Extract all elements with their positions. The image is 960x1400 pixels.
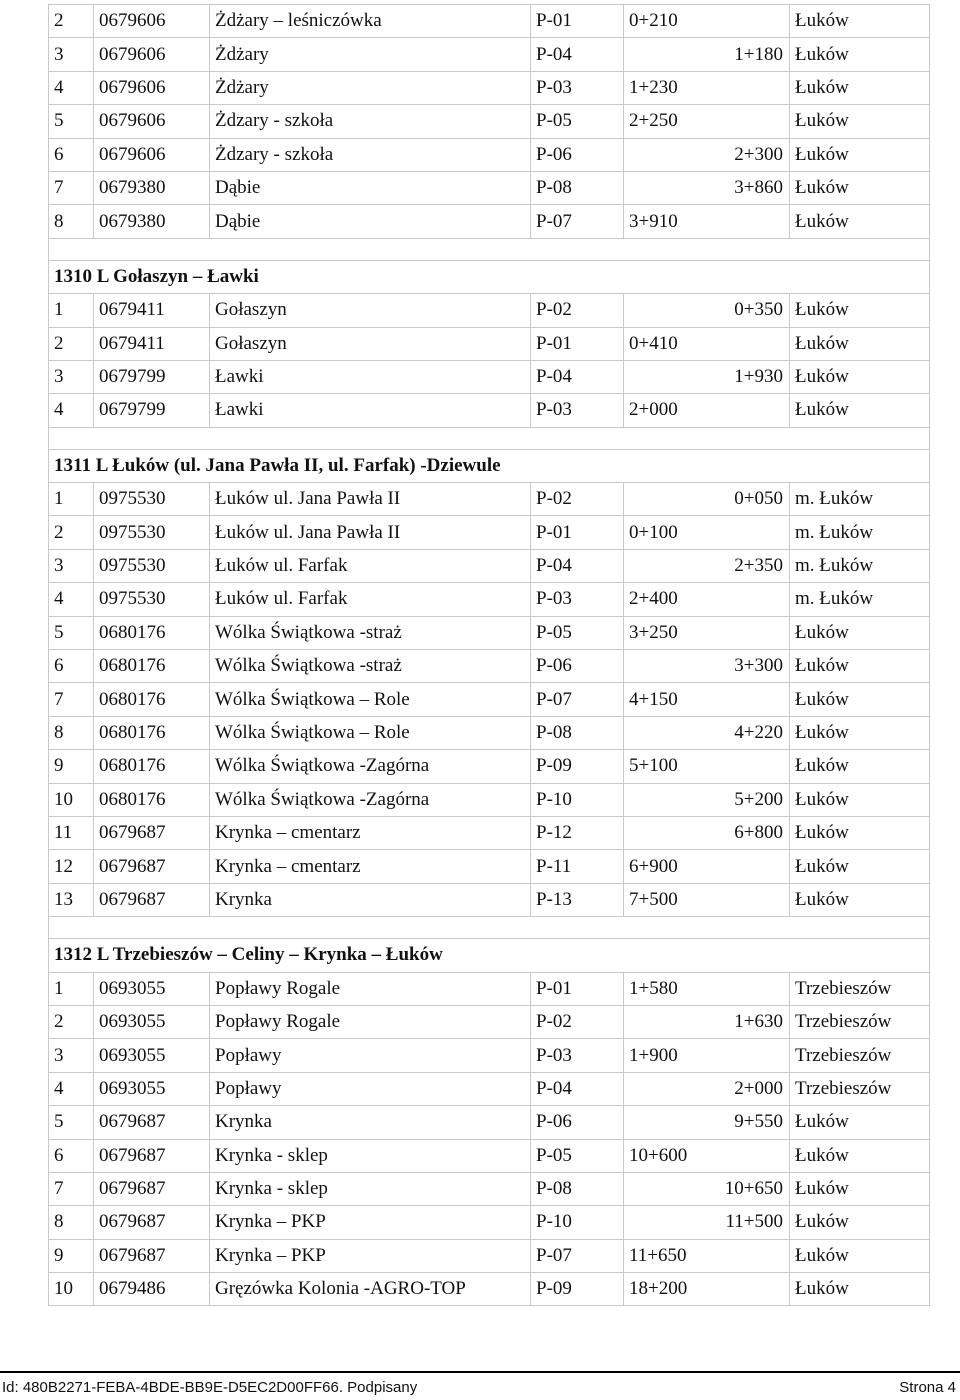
stop-name: Wólka Świątkowa -straż — [210, 650, 531, 683]
section-spacer-cell — [49, 238, 930, 260]
stop-id: P-01 — [531, 5, 624, 38]
stop-km: 1+630 — [624, 1005, 790, 1038]
stop-number: 5 — [49, 105, 94, 138]
stop-municipality: Łuków — [790, 294, 930, 327]
table-row — [49, 750, 930, 783]
stop-municipality: Łuków — [790, 205, 930, 238]
stop-number: 9 — [49, 750, 94, 783]
stop-code: 0680176 — [94, 683, 210, 716]
stop-code: 0679380 — [94, 171, 210, 204]
stop-municipality: Łuków — [790, 850, 930, 883]
stop-municipality: Łuków — [790, 1273, 930, 1306]
table-row — [49, 883, 930, 916]
stop-code: 0679687 — [94, 1139, 210, 1172]
stop-id: P-13 — [531, 883, 624, 916]
stop-km: 0+410 — [624, 327, 790, 360]
table-row — [49, 394, 930, 427]
stop-number: 7 — [49, 683, 94, 716]
stop-name: Krynka – PKP — [210, 1239, 531, 1272]
stop-name: Krynka — [210, 883, 531, 916]
stops-table — [48, 4, 930, 1306]
stop-code: 0680176 — [94, 783, 210, 816]
stop-number: 13 — [49, 883, 94, 916]
section-spacer — [49, 917, 930, 939]
stop-name: Krynka – cmentarz — [210, 816, 531, 849]
stop-name: Popławy — [210, 1039, 531, 1072]
stop-name: Gołaszyn — [210, 327, 531, 360]
stop-id: P-02 — [531, 294, 624, 327]
stop-code: 0679606 — [94, 5, 210, 38]
stop-code: 0679799 — [94, 360, 210, 393]
stop-number: 2 — [49, 5, 94, 38]
stop-name: Żdżary — [210, 71, 531, 104]
stop-km: 2+250 — [624, 105, 790, 138]
stop-km: 2+400 — [624, 583, 790, 616]
stop-id: P-08 — [531, 716, 624, 749]
stop-code: 0679687 — [94, 816, 210, 849]
stop-number: 6 — [49, 1139, 94, 1172]
section-header — [49, 939, 930, 972]
table-row — [49, 1039, 930, 1072]
stop-km: 1+230 — [624, 71, 790, 104]
stop-name: Dąbie — [210, 205, 531, 238]
stop-code: 0693055 — [94, 1072, 210, 1105]
stop-km: 4+150 — [624, 683, 790, 716]
stop-km: 2+350 — [624, 549, 790, 582]
stop-code: 0975530 — [94, 583, 210, 616]
stop-number: 5 — [49, 616, 94, 649]
page-footer — [0, 1371, 960, 1400]
stop-municipality: Trzebieszów — [790, 1039, 930, 1072]
stop-number: 8 — [49, 716, 94, 749]
stops-table-page — [48, 4, 929, 1306]
stop-code: 0693055 — [94, 972, 210, 1005]
page-number: Strona 4 — [899, 1379, 956, 1396]
stop-name: Ławki — [210, 394, 531, 427]
stop-name: Żdżary — [210, 38, 531, 71]
stop-name: Dąbie — [210, 171, 531, 204]
stop-municipality: Łuków — [790, 1206, 930, 1239]
stop-km: 3+910 — [624, 205, 790, 238]
stop-number: 7 — [49, 1172, 94, 1205]
stop-name: Łuków ul. Jana Pawła II — [210, 516, 531, 549]
table-row — [49, 972, 930, 1005]
stop-code: 0679687 — [94, 1106, 210, 1139]
table-row — [49, 483, 930, 516]
stop-municipality: Łuków — [790, 1172, 930, 1205]
stop-code: 0693055 — [94, 1005, 210, 1038]
document-id: Id: 480B2271-FEBA-4BDE-BB9E-D5EC2D00FF66. Podpisany — [2, 1379, 418, 1396]
stop-number: 6 — [49, 650, 94, 683]
stop-municipality: Łuków — [790, 71, 930, 104]
stop-municipality: Łuków — [790, 716, 930, 749]
stop-name: Wólka Świątkowa -Zagórna — [210, 750, 531, 783]
table-row — [49, 1005, 930, 1038]
stop-municipality: Łuków — [790, 816, 930, 849]
section-title: 1311 L Łuków (ul. Jana Pawła II, ul. Farfak) -Dziewule — [49, 449, 930, 482]
stop-number: 11 — [49, 816, 94, 849]
stop-name: Wólka Świątkowa -Zagórna — [210, 783, 531, 816]
section-title: 1312 L Trzebieszów – Celiny – Krynka – Łuków — [49, 939, 930, 972]
stop-number: 4 — [49, 1072, 94, 1105]
table-row — [49, 1239, 930, 1272]
stop-code: 0679687 — [94, 883, 210, 916]
stop-municipality: Łuków — [790, 883, 930, 916]
table-row — [49, 583, 930, 616]
table-row — [49, 138, 930, 171]
stop-number: 10 — [49, 1273, 94, 1306]
section-spacer-cell — [49, 427, 930, 449]
section-title: 1310 L Gołaszyn – Ławki — [49, 260, 930, 293]
stop-id: P-05 — [531, 1139, 624, 1172]
table-row — [49, 816, 930, 849]
stop-number: 12 — [49, 850, 94, 883]
stop-name: Krynka - sklep — [210, 1172, 531, 1205]
stop-number: 5 — [49, 1106, 94, 1139]
stop-number: 6 — [49, 138, 94, 171]
stop-code: 0679411 — [94, 327, 210, 360]
stop-id: P-04 — [531, 1072, 624, 1105]
stop-number: 2 — [49, 327, 94, 360]
stop-municipality: Łuków — [790, 683, 930, 716]
stop-code: 0693055 — [94, 1039, 210, 1072]
stop-code: 0679606 — [94, 38, 210, 71]
stop-id: P-01 — [531, 972, 624, 1005]
stops-table-body — [49, 5, 930, 1306]
stop-km: 10+600 — [624, 1139, 790, 1172]
section-header — [49, 260, 930, 293]
stop-km: 3+250 — [624, 616, 790, 649]
stop-id: P-08 — [531, 171, 624, 204]
table-row — [49, 616, 930, 649]
stop-code: 0679380 — [94, 205, 210, 238]
stop-municipality: Łuków — [790, 5, 930, 38]
stop-municipality: Trzebieszów — [790, 1005, 930, 1038]
table-row — [49, 549, 930, 582]
stop-name: Wólka Świątkowa – Role — [210, 683, 531, 716]
stop-km: 2+000 — [624, 394, 790, 427]
stop-id: P-06 — [531, 1106, 624, 1139]
stop-id: P-01 — [531, 327, 624, 360]
stop-km: 6+800 — [624, 816, 790, 849]
table-row — [49, 516, 930, 549]
stop-name: Łuków ul. Farfak — [210, 583, 531, 616]
table-row — [49, 5, 930, 38]
stop-municipality: Łuków — [790, 360, 930, 393]
stop-km: 1+180 — [624, 38, 790, 71]
stop-km: 11+650 — [624, 1239, 790, 1272]
table-row — [49, 205, 930, 238]
section-spacer — [49, 238, 930, 260]
stop-code: 0975530 — [94, 516, 210, 549]
stop-km: 7+500 — [624, 883, 790, 916]
stop-municipality: Łuków — [790, 327, 930, 360]
table-row — [49, 716, 930, 749]
stop-id: P-04 — [531, 549, 624, 582]
stop-km: 2+300 — [624, 138, 790, 171]
stop-municipality: Łuków — [790, 171, 930, 204]
stop-code: 0679606 — [94, 71, 210, 104]
stop-municipality: m. Łuków — [790, 549, 930, 582]
stop-number: 3 — [49, 1039, 94, 1072]
stop-name: Krynka — [210, 1106, 531, 1139]
stop-id: P-03 — [531, 1039, 624, 1072]
stop-number: 9 — [49, 1239, 94, 1272]
stop-id: P-02 — [531, 483, 624, 516]
stop-number: 2 — [49, 1005, 94, 1038]
stop-km: 11+500 — [624, 1206, 790, 1239]
stop-km: 1+580 — [624, 972, 790, 1005]
table-row — [49, 783, 930, 816]
stop-km: 3+300 — [624, 650, 790, 683]
stop-id: P-03 — [531, 583, 624, 616]
stop-code: 0679687 — [94, 1206, 210, 1239]
stop-code: 0679687 — [94, 1239, 210, 1272]
stop-km: 10+650 — [624, 1172, 790, 1205]
stop-km: 0+350 — [624, 294, 790, 327]
stop-km: 0+100 — [624, 516, 790, 549]
stop-municipality: Łuków — [790, 38, 930, 71]
table-row — [49, 1106, 930, 1139]
stop-number: 1 — [49, 483, 94, 516]
stop-id: P-07 — [531, 205, 624, 238]
stop-municipality: Łuków — [790, 783, 930, 816]
table-row — [49, 171, 930, 204]
table-row — [49, 105, 930, 138]
stop-code: 0680176 — [94, 750, 210, 783]
table-row — [49, 1273, 930, 1306]
stop-name: Wólka Świątkowa – Role — [210, 716, 531, 749]
stop-code: 0679411 — [94, 294, 210, 327]
stop-municipality: Łuków — [790, 650, 930, 683]
section-spacer — [49, 427, 930, 449]
stop-km: 18+200 — [624, 1273, 790, 1306]
stop-km: 1+930 — [624, 360, 790, 393]
table-row — [49, 1206, 930, 1239]
stop-number: 10 — [49, 783, 94, 816]
stop-id: P-06 — [531, 138, 624, 171]
stop-code: 0679687 — [94, 850, 210, 883]
stop-municipality: m. Łuków — [790, 583, 930, 616]
section-header — [49, 449, 930, 482]
stop-km: 3+860 — [624, 171, 790, 204]
stop-km: 1+900 — [624, 1039, 790, 1072]
stop-km: 9+550 — [624, 1106, 790, 1139]
stop-code: 0680176 — [94, 650, 210, 683]
stop-municipality: Łuków — [790, 616, 930, 649]
stop-number: 8 — [49, 205, 94, 238]
stop-id: P-07 — [531, 683, 624, 716]
stop-name: Łuków ul. Jana Pawła II — [210, 483, 531, 516]
stop-name: Łuków ul. Farfak — [210, 549, 531, 582]
stop-name: Popławy Rogale — [210, 972, 531, 1005]
stop-id: P-10 — [531, 783, 624, 816]
stop-id: P-09 — [531, 750, 624, 783]
stop-municipality: Łuków — [790, 105, 930, 138]
stop-km: 5+200 — [624, 783, 790, 816]
table-row — [49, 38, 930, 71]
table-row — [49, 650, 930, 683]
stop-name: Żdzary - szkoła — [210, 105, 531, 138]
stop-code: 0679606 — [94, 138, 210, 171]
stop-name: Żdżary – leśniczówka — [210, 5, 531, 38]
stop-id: P-02 — [531, 1005, 624, 1038]
table-row — [49, 1172, 930, 1205]
stop-name: Ławki — [210, 360, 531, 393]
stop-name: Gołaszyn — [210, 294, 531, 327]
stop-code: 0679486 — [94, 1273, 210, 1306]
stop-municipality: Łuków — [790, 138, 930, 171]
stop-id: P-06 — [531, 650, 624, 683]
stop-id: P-07 — [531, 1239, 624, 1272]
stop-km: 4+220 — [624, 716, 790, 749]
stop-name: Popławy Rogale — [210, 1005, 531, 1038]
stop-municipality: Łuków — [790, 1139, 930, 1172]
stop-code: 0975530 — [94, 483, 210, 516]
stop-municipality: m. Łuków — [790, 483, 930, 516]
stop-code: 0680176 — [94, 616, 210, 649]
stop-name: Gręzówka Kolonia -AGRO-TOP — [210, 1273, 531, 1306]
stop-id: P-08 — [531, 1172, 624, 1205]
table-row — [49, 294, 930, 327]
stop-code: 0975530 — [94, 549, 210, 582]
table-row — [49, 683, 930, 716]
stop-id: P-10 — [531, 1206, 624, 1239]
table-row — [49, 1072, 930, 1105]
stop-name: Żdzary - szkoła — [210, 138, 531, 171]
stop-name: Krynka – PKP — [210, 1206, 531, 1239]
stop-number: 1 — [49, 294, 94, 327]
table-row — [49, 327, 930, 360]
stop-id: P-03 — [531, 71, 624, 104]
stop-municipality: Łuków — [790, 1106, 930, 1139]
stop-id: P-03 — [531, 394, 624, 427]
stop-number: 2 — [49, 516, 94, 549]
stop-id: P-12 — [531, 816, 624, 849]
stop-name: Popławy — [210, 1072, 531, 1105]
stop-number: 3 — [49, 549, 94, 582]
stop-name: Wólka Świątkowa -straż — [210, 616, 531, 649]
table-row — [49, 71, 930, 104]
stop-code: 0679799 — [94, 394, 210, 427]
stop-id: P-04 — [531, 360, 624, 393]
stop-number: 4 — [49, 394, 94, 427]
stop-name: Krynka - sklep — [210, 1139, 531, 1172]
stop-name: Krynka – cmentarz — [210, 850, 531, 883]
section-spacer-cell — [49, 917, 930, 939]
stop-number: 4 — [49, 583, 94, 616]
stop-code: 0679687 — [94, 1172, 210, 1205]
stop-municipality: Trzebieszów — [790, 972, 930, 1005]
stop-id: P-11 — [531, 850, 624, 883]
stop-number: 3 — [49, 38, 94, 71]
stop-km: 5+100 — [624, 750, 790, 783]
stop-municipality: m. Łuków — [790, 516, 930, 549]
stop-id: P-05 — [531, 105, 624, 138]
stop-id: P-01 — [531, 516, 624, 549]
stop-number: 8 — [49, 1206, 94, 1239]
table-row — [49, 1139, 930, 1172]
stop-km: 0+210 — [624, 5, 790, 38]
stop-id: P-04 — [531, 38, 624, 71]
stop-municipality: Łuków — [790, 1239, 930, 1272]
stop-number: 1 — [49, 972, 94, 1005]
stop-id: P-09 — [531, 1273, 624, 1306]
stop-km: 0+050 — [624, 483, 790, 516]
stop-number: 7 — [49, 171, 94, 204]
table-row — [49, 850, 930, 883]
stop-number: 4 — [49, 71, 94, 104]
stop-municipality: Łuków — [790, 750, 930, 783]
stop-municipality: Trzebieszów — [790, 1072, 930, 1105]
stop-id: P-05 — [531, 616, 624, 649]
stop-municipality: Łuków — [790, 394, 930, 427]
stop-number: 3 — [49, 360, 94, 393]
stop-code: 0680176 — [94, 716, 210, 749]
stop-km: 2+000 — [624, 1072, 790, 1105]
stop-code: 0679606 — [94, 105, 210, 138]
table-row — [49, 360, 930, 393]
stop-km: 6+900 — [624, 850, 790, 883]
